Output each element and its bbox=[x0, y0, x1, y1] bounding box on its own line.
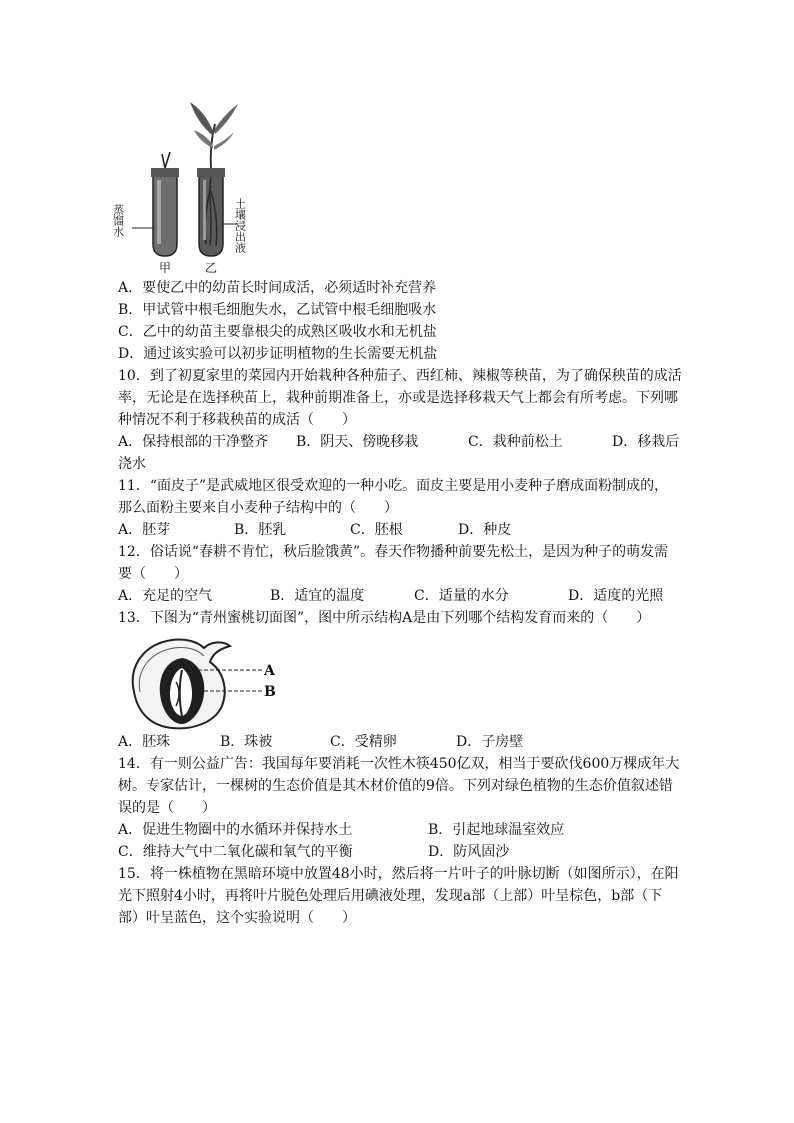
q14-stem-line-1: 14．有一则公益广告：我国每年要消耗一次性木筷450亿双，相当于要砍伐600万棵成年大 bbox=[118, 756, 680, 772]
q14-option-d: D．防风固沙 bbox=[428, 844, 510, 860]
peach-label-a: A bbox=[264, 663, 275, 679]
q13-option-a: A．胚珠 bbox=[118, 734, 171, 750]
q10-option-d: D．移栽后 bbox=[612, 434, 680, 450]
left-tube-label: 蒸馏水 bbox=[111, 204, 125, 237]
q11-option-b: B．胚乳 bbox=[234, 522, 287, 538]
q15-stem-line-3: 部）叶呈蓝色，这个实验说明（ ） bbox=[118, 910, 356, 926]
q9-option-b: B．甲试管中根毛细胞失水，乙试管中根毛细胞吸水 bbox=[118, 302, 437, 318]
q13-stem-line-1: 13．下图为“青州蜜桃切面图”，图中所示结构A是由下列哪个结构发育而来的（ ） bbox=[118, 610, 651, 626]
q10-option-a: A．保持根部的干净整齐 bbox=[118, 434, 269, 450]
peach-cross-section-figure bbox=[124, 632, 284, 730]
q10-option-b: B．阴天、傍晚移栽 bbox=[296, 434, 419, 450]
q9-option-c: C．乙中的幼苗主要靠根尖的成熟区吸收水和无机盐 bbox=[118, 324, 437, 340]
q14-option-c: C．维持大气中二氧化碳和氧气的平衡 bbox=[118, 844, 353, 860]
q12-stem-line-1: 12．俗话说“春耕不肯忙，秋后脸饿黄”。春天作物播种前要先松土，是因为种子的萌发需 bbox=[118, 544, 669, 560]
right-tube-label: 土壤浸出液 bbox=[233, 198, 247, 253]
q10-option-d-wrap: 浇水 bbox=[118, 456, 146, 472]
q12-option-a: A．充足的空气 bbox=[118, 588, 213, 604]
q12-option-d: D．适度的光照 bbox=[568, 588, 664, 604]
q12-option-c: C．适量的水分 bbox=[414, 588, 509, 604]
right-tube-caption: 乙 bbox=[205, 261, 218, 275]
q12-option-b: B．适宜的温度 bbox=[270, 588, 365, 604]
q14-stem-line-2: 树。专家估计，一棵树的生态价值是其木材价值的9倍。下列对绿色植物的生态价值叙述错 bbox=[118, 778, 673, 794]
q10-stem-line-3: 种情况不利于移栽秧苗的成活（ ） bbox=[118, 412, 356, 428]
q11-stem-line-2: 那么面粉主要来自小麦种子结构中的（ ） bbox=[118, 500, 398, 516]
q13-option-d: D．子房壁 bbox=[456, 734, 524, 750]
q11-stem-line-1: 11．“面皮子”是武威地区很受欢迎的一种小吃。面皮主要是用小麦种子磨成面粉制成的， bbox=[118, 478, 669, 494]
q12-stem-line-2: 要（ ） bbox=[118, 566, 188, 582]
q11-option-d: D．种皮 bbox=[458, 522, 512, 538]
peach-label-b: B bbox=[264, 684, 276, 700]
q11-option-c: C．胚根 bbox=[350, 522, 403, 538]
q15-stem-line-1: 15．将一株植物在黑暗环境中放置48小时，然后将一片叶子的叶脉切断（如图所示），在阳 bbox=[118, 866, 679, 882]
q15-stem-line-2: 光下照射4小时，再将叶片脱色处理后用碘液处理，发现a部（上部）叶呈棕色，b部（下 bbox=[118, 888, 663, 904]
q14-option-b: B．引起地球温室效应 bbox=[428, 822, 565, 838]
q9-option-d: D．通过该实验可以初步证明植物的生长需要无机盐 bbox=[118, 346, 438, 362]
q10-stem-line-2: 率，无论是在选择秧苗上，栽种前期准备上，亦或是选择移栽天气上都会有所考虑。下列哪 bbox=[118, 390, 678, 406]
q14-stem-line-3: 误的是（ ） bbox=[118, 800, 216, 816]
q13-option-b: B．珠被 bbox=[220, 734, 273, 750]
q9-option-a: A．要使乙中的幼苗长时间成活，必须适时补充营养 bbox=[118, 280, 437, 296]
q11-option-a: A．胚芽 bbox=[118, 522, 171, 538]
test-tube-figure bbox=[111, 96, 258, 275]
q13-option-c: C．受精卵 bbox=[330, 734, 397, 750]
q10-stem-line-1: 10．到了初夏家里的菜园内开始栽种各种茄子、西红柿、辣椒等秧苗，为了确保秧苗的成活 bbox=[118, 368, 682, 384]
q14-option-a: A．促进生物圈中的水循环并保持水土 bbox=[118, 822, 353, 838]
left-tube-caption: 甲 bbox=[159, 261, 172, 275]
q10-option-c: C．栽种前松土 bbox=[468, 434, 563, 450]
